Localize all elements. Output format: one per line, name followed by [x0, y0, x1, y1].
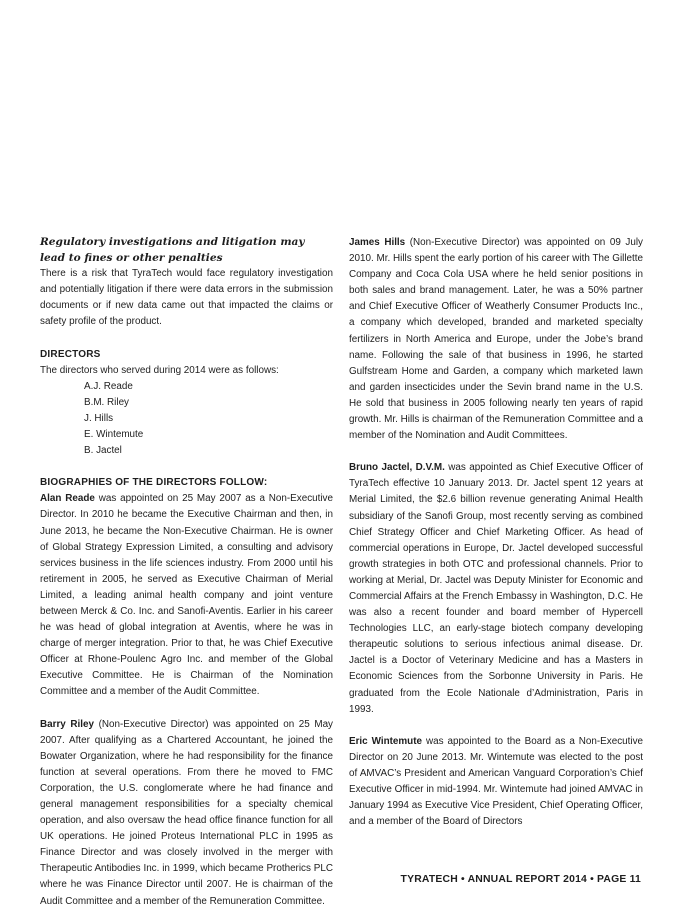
bio-text: was appointed to the Board as a Non-Executive Director on 20 June 2013. Mr. Wintemute was elected to the post of AMVAC’s President and American Vanguard Corporation’s Chief Executive Officer in mid-1994. Mr. Wintemute had joined AMVAC in January 1994 as Executive Vice President, Chief Operating Officer, and a member of the Board of Directors — [349, 735, 643, 828]
director-name: B. Jactel — [84, 445, 122, 457]
risk-text: There is a risk that TyraTech would face regulatory investigation and potentially litigation if there were data errors in the submission documents or if new data came out that impacted the claims or safety profile of the product. — [40, 268, 333, 328]
bio-name: Barry Riley — [40, 718, 94, 730]
bio-james-hills — [349, 235, 643, 444]
bio-text: was appointed as Chief Executive Officer of TyraTech effective 10 January 2013. Dr. Jactel spent 12 years at Merial Limited, the $2.6 billion revenue generating Animal Health subsidiary of the Sanofi Group, most recently serving as combined Chief Strategy Officer and Chief Marketing Officer. As head of commercial operations in Europe, Dr. Jactel developed successful growth strategies in both OTC and professional channels. Prior to working at Merial, Dr. Jactel was Deputy Minister for Economic and Commercial Affairs at the French Embassy in Washington, D.C. He was also a recent founder and board member of Hypercell Technologies LLC, an early-stage biotech company developing therapeutic solutions to serious infectious animal disease. Dr. Jactel is a Doctor of Veterinary Medicine and has a Masters in Economic Sciences from the Sorbonne University in Paris. He graduated from the Ecole Nationale d’Administration, Paris in 1993. — [349, 462, 643, 715]
left-column — [40, 234, 333, 910]
directors-intro: The directors who served during 2014 were as follows: — [40, 364, 279, 376]
bio-name: Eric Wintemute — [349, 735, 422, 747]
director-name: B.M. Riley — [84, 396, 129, 408]
bio-text: was appointed on 25 May 2007 as a Non-Executive Director. In 2010 he became the Executive Chairman and then, in June 2013, he became the Non-Executive Chairman. He is owner of Global Strategy Expression Limited, a consulting and advisory services business in the life sciences industry. From 2000 until his retirement in 2005, he served as Executive Chairman of Merial Limited, a leading animal health company and joint venture between Merck & Co. Inc. and Sanofi-Aventis. Earlier in his career he was head of global integration at Aventis, where he was in charge of merger integration. Prior to that, he was Chief Executive Officer at Rhone-Poulenc Agro Inc. and member of the Global Executive Committee. He is Chairman of the Nomination Committee and a member of the Audit Committee. — [40, 493, 333, 698]
bio-name: Alan Reade — [40, 493, 95, 505]
bio-bruno-jactel — [349, 460, 643, 718]
bio-name: James Hills — [349, 237, 406, 248]
bio-eric-wintemute — [349, 734, 643, 831]
bio-text: (Non-Executive Director) was appointed on 09 July 2010. Mr. Hills spent the early portion of his career with The Gillette Company and Coca Cola USA where he held senior positions in both sales and brand management. Later, he was a 50% partner and Chief Executive Officer of Weatherly Consumer Products Inc., a company which developed, branded and marketed specialty fertilizers in North America and Europe, under the Jobe’s brand name. Following the sale of that business in 1996, he started Gulfstream Home and Garden, a company which marketed lawn and garden insecticides under the Sevin brand name in the U.S. He sold that business in 2005 following nearly ten years of rapid growth. Mr. Hills is chairman of the Remuneration Committee and a member of the Nomination and Audit Committees. — [349, 237, 643, 442]
director-name: A.J. Reade — [84, 380, 133, 392]
biographies-heading: BIOGRAPHIES OF THE DIRECTORS FOLLOW: — [40, 477, 268, 489]
page-footer: TYRATECH • ANNUAL REPORT 2014 • PAGE 11 — [400, 874, 641, 885]
directors-heading: DIRECTORS — [40, 348, 101, 360]
director-names-list — [40, 379, 333, 459]
bio-alan-reade — [40, 491, 333, 700]
director-name: J. Hills — [84, 412, 114, 424]
bio-name: Bruno Jactel, D.V.M. — [349, 462, 445, 474]
right-column — [349, 235, 643, 830]
director-name: E. Wintemute — [84, 429, 144, 441]
risk-heading: Regulatory investigations and litigation may lead to fines or other penalties — [40, 236, 305, 265]
bio-text: (Non-Executive Director) was appointed on 25 May 2007. After qualifying as a Chartered Accountant, he joined the Bowater Organization, where he had responsibility for the finance function at several operations. From there he moved to FMC Corporation, the U.S. conglomerate where he had finance and general management responsibilities for a specialty chemical operation, and also oversaw the head office finance function for all UK operations. He joined Proteus International PLC in 1995 as Finance Director and was closely involved in the merger with Therapeutic Antibodies Inc. in 1999, which became Protherics PLC where he was Finance Director until 2007. He is chairman of the Audit Committee and a member of the Remuneration Committee. — [40, 718, 333, 907]
bio-barry-riley — [40, 717, 333, 910]
